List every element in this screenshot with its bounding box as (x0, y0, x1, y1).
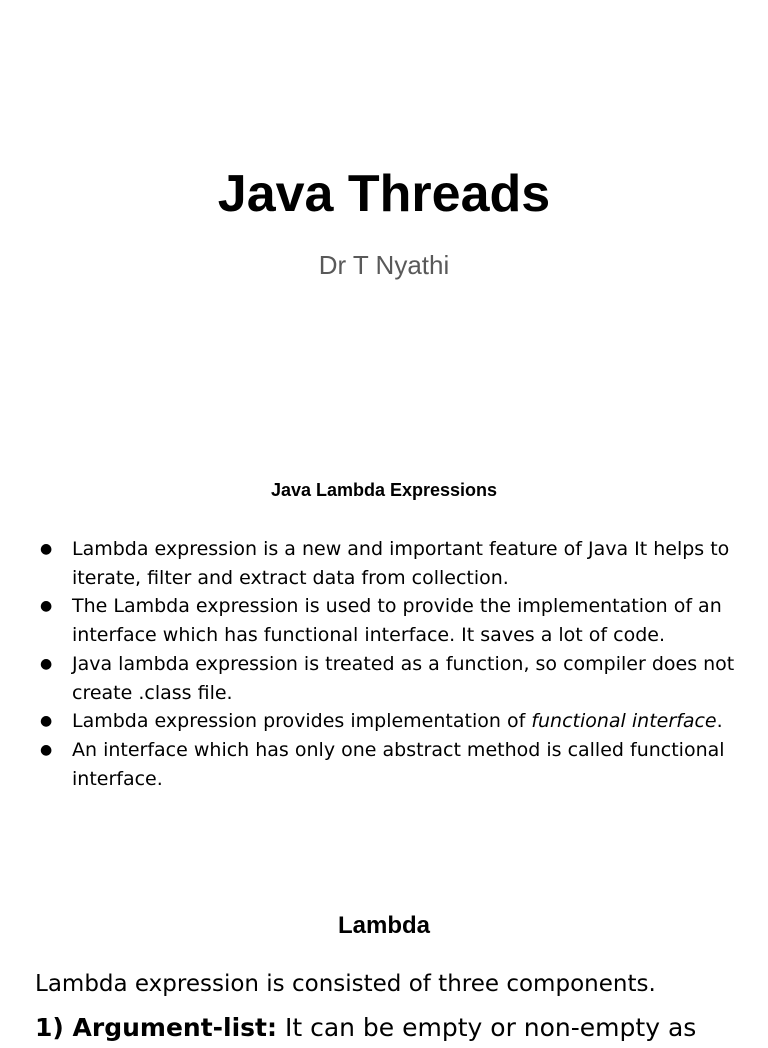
cut-off-line (35, 1008, 768, 1042)
list-item (0, 707, 768, 736)
list-item-text: The Lambda expression is used to provide the implementation of an interface which has functional interface. It saves a lot of code. (72, 595, 722, 647)
list-item (0, 736, 768, 793)
lambda-heading: Lambda (337, 912, 430, 939)
bullet-list (0, 535, 768, 793)
bullet-icon: ● (40, 655, 53, 672)
list-item (0, 592, 768, 649)
bullet-icon: ● (40, 741, 53, 758)
list-item-text-before: Lambda expression provides implementation of (72, 710, 532, 733)
list-item-text: An interface which has only one abstract method is called functional interface. (72, 738, 725, 790)
bullet-icon: ● (40, 541, 53, 557)
bullet-icon: ● (40, 713, 53, 730)
document-author: Dr T Nyathi (318, 250, 450, 280)
section-heading: Java Lambda Expressions (270, 480, 498, 500)
bullet-icon: ● (40, 598, 53, 615)
list-item (0, 535, 768, 592)
argument-list-label: 1) Argument-list: (35, 1013, 277, 1042)
argument-list-text: It can be empty or non-empty as (277, 1013, 697, 1042)
document-title: Java Threads (217, 165, 551, 223)
list-item-text: Java lambda expression is treated as a function, so compiler does not create .class file. (72, 652, 735, 704)
list-item-text-after: . (716, 710, 723, 733)
list-item-text: Lambda expression is a new and important feature of Java It helps to iterate, filter and extract data from collection. (72, 538, 730, 589)
lambda-intro: Lambda expression is consisted of three components. (35, 971, 656, 997)
list-item-text-italic: functional interface (531, 710, 717, 733)
list-item (0, 650, 768, 707)
